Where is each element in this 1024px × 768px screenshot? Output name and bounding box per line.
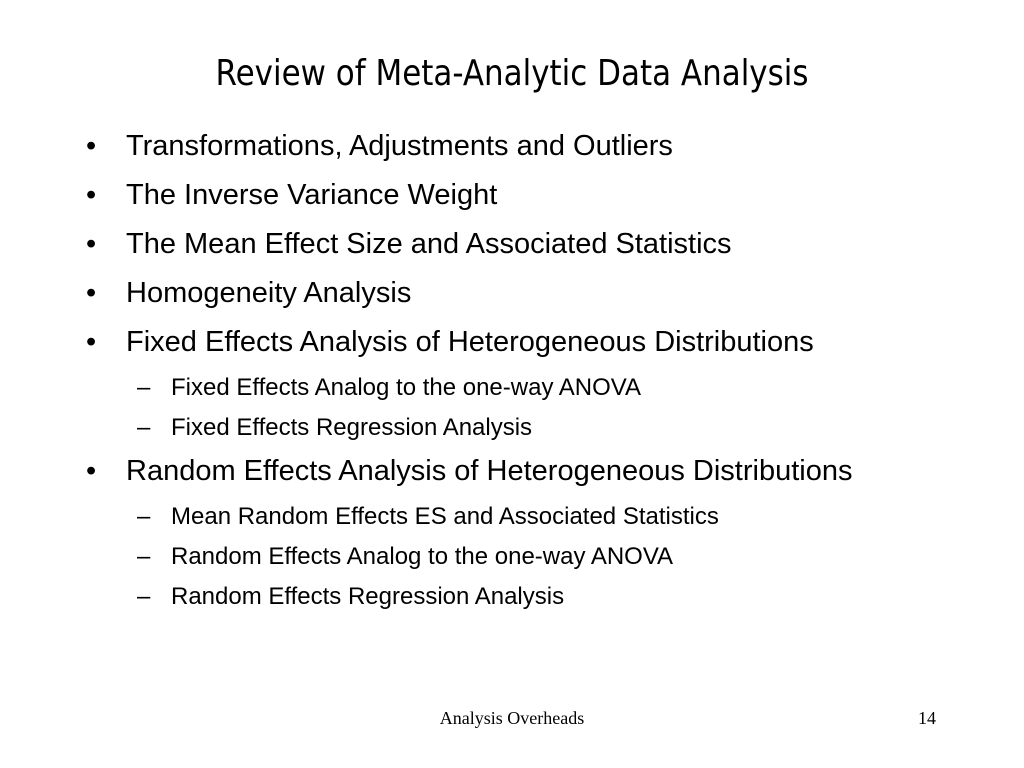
bullet-text: Transformations, Adjustments and Outliers <box>126 130 673 162</box>
bullet-text: The Mean Effect Size and Associated Statistics <box>126 228 732 260</box>
sub-bullet-text: Fixed Effects Analog to the one-way ANOVA <box>171 374 642 401</box>
bullet-item <box>86 126 966 167</box>
dash-marker: – <box>137 503 151 530</box>
bullet-list <box>86 126 966 612</box>
sub-bullet-item <box>86 501 966 532</box>
sub-bullet-text: Mean Random Effects ES and Associated Statistics <box>171 503 719 530</box>
dash-marker: – <box>137 543 151 570</box>
bullet-text: Fixed Effects Analysis of Heterogeneous Distributions <box>126 326 814 358</box>
bullet-marker: • <box>86 455 97 487</box>
bullet-text: Homogeneity Analysis <box>126 277 412 309</box>
bullet-item <box>86 451 966 492</box>
sub-bullet-item <box>86 541 966 572</box>
sub-bullet-item <box>86 412 966 443</box>
bullet-text: Random Effects Analysis of Heterogeneous Distributions <box>126 455 853 487</box>
bullet-text: The Inverse Variance Weight <box>126 179 498 211</box>
footer-label: Analysis Overheads <box>439 708 585 728</box>
sub-bullet-text: Random Effects Analog to the one-way ANOVA <box>171 543 674 570</box>
bullet-item <box>86 175 966 216</box>
sub-bullet-text: Random Effects Regression Analysis <box>171 583 565 610</box>
sub-bullet-item <box>86 372 966 403</box>
dash-marker: – <box>137 414 151 441</box>
bullet-marker: • <box>86 277 97 309</box>
dash-marker: – <box>137 374 151 401</box>
dash-marker: – <box>137 583 151 610</box>
bullet-item <box>86 224 966 265</box>
page-number: 14 <box>918 708 936 728</box>
bullet-item <box>86 273 966 314</box>
sub-bullet-item <box>86 581 966 612</box>
bullet-marker: • <box>86 179 97 211</box>
bullet-marker: • <box>86 326 97 358</box>
bullet-item <box>86 322 966 363</box>
bullet-marker: • <box>86 228 97 260</box>
sub-bullet-text: Fixed Effects Regression Analysis <box>171 414 533 441</box>
bullet-marker: • <box>86 130 97 162</box>
slide-title: Review of Meta-Analytic Data Analysis <box>215 53 809 94</box>
